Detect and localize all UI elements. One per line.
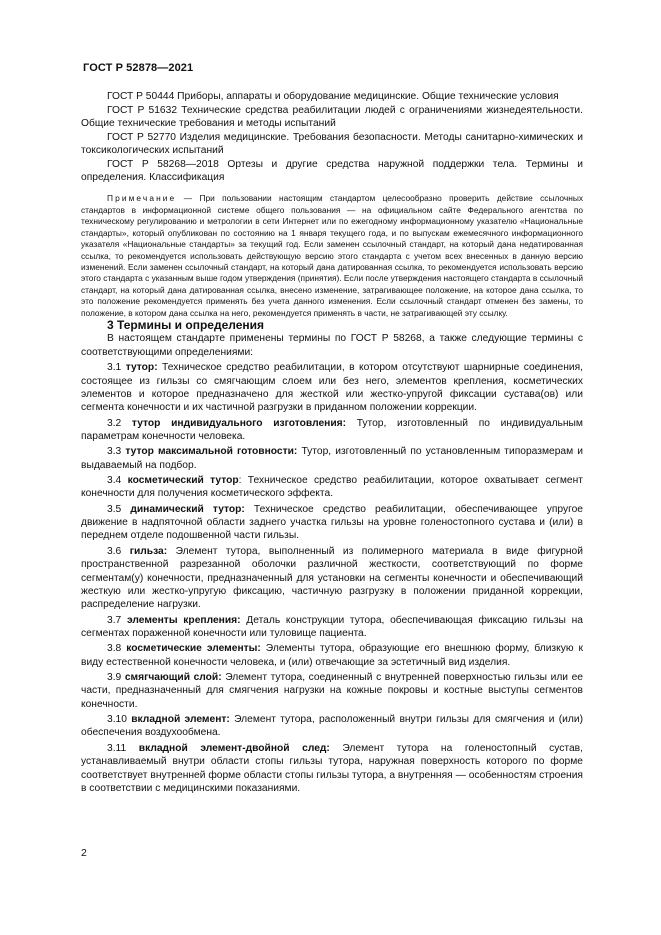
reference-item: ГОСТ Р 52770 Изделия медицинские. Требования безопасности. Методы санитарно-химических и токсикологических испытаний <box>81 131 583 156</box>
definition-term: вкладной элемент-двойной след: <box>138 743 330 754</box>
definition-number: 3.8 <box>107 643 122 655</box>
definition-item <box>81 671 583 711</box>
definition-number: 3.11 <box>107 743 127 754</box>
definition-text: Тутор, изготовленный по установленным типоразмерам и выдаваемый на подбор. <box>81 446 583 471</box>
definition-number: 3.2 <box>107 417 122 429</box>
definition-text: Техническое средство реабилитации, обеспечивающее упругое движение в надпяточной области заднего участка гильзы на уровне голеностопного сустава и (или) в переднем отделе подошвенной части гильзы. <box>81 503 584 542</box>
definition-text: Деталь конструкции тутора, обеспечивающая фиксацию гильзы на сегментах пораженной конечности или туловище пациента. <box>81 614 583 639</box>
reference-item: ГОСТ Р 51632 Технические средства реабилитации людей с ограничениями жизнедеятельности. Общие технические требования и методы испытаний <box>81 104 583 129</box>
definition-text: Элементы тутора, образующие его внешнюю форму, близкую к виду естественной конечности человека, и (или) отвечающие за эстетичный вид изделия. <box>81 643 583 668</box>
definition-number: 3.10 <box>107 714 127 726</box>
definition-item <box>81 417 583 444</box>
definition-term: косметические элементы: <box>126 643 261 655</box>
definition-item <box>81 614 583 641</box>
normative-references <box>81 90 583 184</box>
definition-text: Элемент тутора, выполненный из полимерного материала в виде фигурной пространственной разрезанной оболочки различной жесткости, соответствующий по форме сегментам(у) конечности, предназначенный для установки на сегменты конечности и обеспечивающий жесткую или жестко-упругую фиксацию, частичную разгрузку в положении приданной коррекции, распределение нагрузки. <box>81 546 583 611</box>
definition-term: косметический тутор <box>127 475 239 487</box>
definition-text: Элемент тутора, соединенный с внутренней поверхностью гильзы или ее части, предназначенный для смягчения нагрузки на кожные покровы и костные выступы сегментов конечности. <box>81 672 583 710</box>
definition-number: 3.3 <box>107 446 122 458</box>
note-block <box>81 193 583 319</box>
definition-text: Элемент тутора, расположенный внутри гильзы для смягчения и (или) обеспечения воздухообмена. <box>81 714 583 739</box>
definition-term: элементы крепления: <box>126 614 241 626</box>
definition-item <box>81 742 583 795</box>
document-header: ГОСТ Р 52878—2021 <box>83 62 194 74</box>
section-title: 3 Термины и определения <box>107 318 265 333</box>
definition-number: 3.5 <box>107 503 122 515</box>
note-label: Примечание <box>107 193 177 204</box>
definition-item <box>81 713 583 740</box>
definition-number: 3.4 <box>107 475 122 487</box>
note-text: — При пользовании настоящим стандартом целесообразно проверить действие ссылочных стандартов в информационной системе общего пользования — на официальном сайте Федерального агентства по техническому регулированию и метрологии в сети Интернет или по ежегодному информационному указателю «Национальные стандарты», который опубликован по состоянию на 1 января текущего года, и по выпускам ежемесячного информационного указателя «Национальные стандарты» за текущий год. Если заменен ссылочный стандарт, на который дана недатированная ссылка, то рекомендуется использовать действующую версию этого стандарта с учетом всех внесенных в данную версию изменений. Если заменен ссылочный стандарт, на который дана датированная ссылка, то рекомендуется использовать версию этого стандарта с указанным выше годом утверждения (принятия). Если после утверждения настоящего стандарта в ссылочный стандарт, на который дана датированная ссылка, внесено изменение, затрагивающее положение, на которое дана ссылка, то это положение рекомендуется применять без учета данного изменения. Если ссылочный стандарт отменен без замены, то положение, в котором дана ссылка на него, рекомендуется применять в части, не затрагивающей эту ссылку. <box>81 193 583 318</box>
definition-item <box>81 361 583 414</box>
definition-text: Техническое средство реабилитации, в котором отсутствуют шарнирные соединения, состоящее из гильзы со смягчающим слоем или без него, элементов крепления, косметических элементов и которое предназначено для жесткой или жестко-упругой фиксации сустава(ов) или сегмента конечности и их частичной разгрузки в приданном положении коррекции. <box>81 362 583 414</box>
definition-term: тутор индивидуального изготовления: <box>131 417 347 429</box>
definition-term: вкладной элемент: <box>131 714 230 726</box>
definition-text: : Техническое средство реабилитации, которое охватывает сегмент конечности для получения косметического эффекта. <box>81 475 583 500</box>
reference-item: ГОСТ Р 58268—2018 Ортезы и другие средства наружной поддержки тела. Термины и определения. Классификация <box>81 158 583 183</box>
definition-number: 3.9 <box>107 672 122 684</box>
definition-number: 3.7 <box>107 614 122 626</box>
definition-term: динамический тутор: <box>130 503 245 515</box>
definition-text: Элемент тутора на голеностопный сустав, устанавливаемый внутри области стопы гильзы тутора, наружная поверхность которого по форме соответствует внутренней форме области стопы гильзы тутора, а внутренняя — особенностям строения в соответствии с медицинскими показаниями. <box>81 743 583 794</box>
definition-item <box>81 503 583 543</box>
definition-term: смягчающий слой: <box>124 672 222 684</box>
definition-item <box>81 445 583 472</box>
reference-item: ГОСТ Р 50444 Приборы, аппараты и оборудование медицинские. Общие технические условия <box>107 91 559 102</box>
definition-term: тутор максимальной готовности: <box>125 446 298 458</box>
definitions-intro: В настоящем стандарте применены термины по ГОСТ Р 58268, а также следующие термины с соответствующими определениями: <box>81 333 583 358</box>
definition-item <box>81 474 583 501</box>
definition-term: гильза: <box>129 546 168 558</box>
page-number: 2 <box>81 847 87 859</box>
definition-term: тутор: <box>125 362 158 374</box>
definition-text: Тутор, изготовленный по индивидуальным параметрам конечности человека. <box>81 417 583 442</box>
definition-number: 3.1 <box>107 362 122 374</box>
definition-item <box>81 545 583 611</box>
page-body <box>81 90 583 797</box>
definitions-list <box>81 332 583 795</box>
definition-item <box>81 642 583 669</box>
definition-number: 3.6 <box>107 546 122 558</box>
